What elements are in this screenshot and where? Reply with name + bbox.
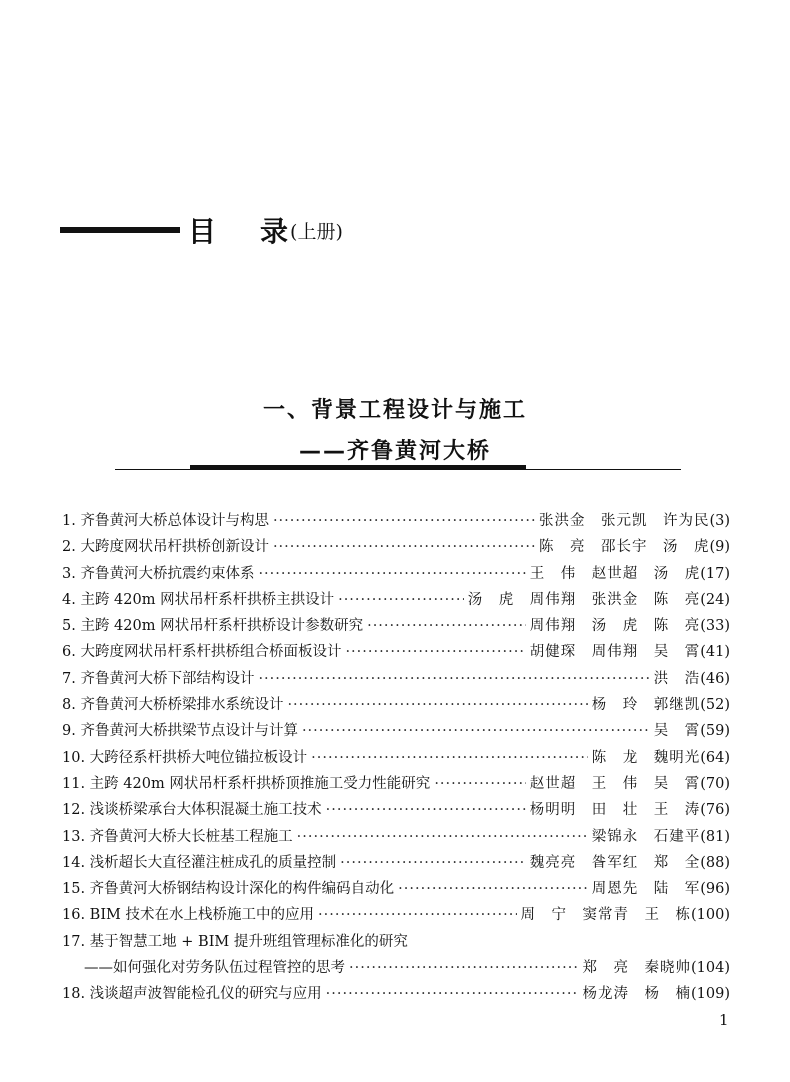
entry-authors: 陈 亮 邵长宇 汤 虎: [538, 539, 710, 556]
leader-dots: [297, 829, 588, 845]
entry-authors: 张洪金 张元凯 许为民: [538, 513, 710, 529]
toc-entry[interactable]: [62, 693, 730, 719]
entry-title: 1. 齐鲁黄河大桥总体设计与构思: [62, 513, 269, 529]
entry-title: 14. 浅析超长大直径灌注桩成孔的质量控制: [62, 854, 337, 871]
entry-title: 13. 齐鲁黄河大桥大长桩基工程施工: [62, 828, 293, 845]
entry-title: 16. BIM 技术在水上栈桥施工中的应用: [62, 907, 315, 924]
leader-dots: [258, 566, 525, 582]
entry-page: (41): [700, 644, 730, 661]
toc-entries: [62, 509, 730, 1009]
toc-volume-label: (上册): [290, 220, 343, 243]
entry-authors: 梁锦永 石建平: [591, 828, 701, 845]
toc-header: [60, 212, 343, 248]
entry-authors: 杨龙涛 杨 楠: [582, 986, 691, 1003]
leader-dots: [258, 671, 649, 687]
entry-page: (70): [700, 775, 730, 792]
entry-title: 10. 大跨径系杆拱桥大吨位锚拉板设计: [62, 749, 308, 766]
entry-title: 18. 浅谈超声波智能检孔仪的研究与应用: [62, 986, 322, 1003]
section-rule-thick: [190, 465, 526, 470]
entry-title: 4. 主跨 420m 网状吊杆系杆拱桥主拱设计: [62, 591, 335, 608]
entry-title: 2. 大跨度网状吊杆拱桥创新设计: [62, 539, 269, 556]
toc-entry[interactable]: [62, 798, 730, 824]
leader-dots: [273, 539, 535, 555]
toc-entry[interactable]: [62, 535, 730, 561]
leader-dots: [318, 907, 516, 923]
entry-title: 17. 基于智慧工地 + BIM 提升班组管理标准化的研究: [62, 933, 408, 950]
entry-authors: 王 伟 赵世超 汤 虎: [529, 565, 701, 582]
entry-page: (17): [700, 565, 730, 582]
entry-title: 9. 齐鲁黄河大桥拱梁节点设计与计算: [62, 723, 298, 740]
leader-dots: [398, 881, 588, 897]
leader-dots: [273, 513, 535, 529]
entry-authors: 周伟翔 汤 虎 陈 亮: [529, 618, 701, 635]
toc-entry[interactable]: [62, 877, 730, 903]
entry-authors: 吴 霄: [653, 723, 701, 740]
entry-title: 11. 主跨 420m 网状吊杆系杆拱桥顶推施工受力性能研究: [62, 775, 431, 792]
entry-page: (96): [700, 881, 730, 898]
entry-title: 6. 大跨度网状吊杆系杆拱桥组合桥面板设计: [62, 644, 342, 661]
entry-authors: 郑 亮 秦晓帅: [582, 960, 691, 977]
entry-title: 15. 齐鲁黄河大桥钢结构设计深化的构件编码自动化: [62, 881, 395, 898]
entry-authors: 洪 浩: [653, 670, 701, 687]
entry-title: 12. 浅谈桥梁承台大体积混凝土施工技术: [62, 802, 322, 819]
leader-dots: [367, 618, 526, 634]
leader-dots: [287, 697, 587, 713]
toc-entry-subtitle[interactable]: [62, 956, 730, 982]
leader-dots: [338, 592, 464, 608]
leader-dots: [311, 750, 588, 766]
entry-page: (109): [691, 986, 730, 1003]
entry-authors: 胡健琛 周伟翔 吴 霄: [529, 644, 701, 661]
header-rule: [60, 227, 180, 233]
entry-authors: 周 宁 窦常青 王 栋: [520, 907, 691, 924]
entry-title: 3. 齐鲁黄河大桥抗震约束体系: [62, 565, 255, 582]
leader-dots: [349, 960, 579, 976]
entry-page: (46): [700, 670, 730, 687]
entry-page: (3): [709, 513, 730, 529]
entry-title: ——如何强化对劳务队伍过程管控的思考: [84, 960, 345, 977]
entry-authors: 陈 龙 魏明光: [591, 749, 701, 766]
entry-page: (76): [700, 802, 730, 819]
entry-page: (104): [691, 960, 730, 977]
entry-title: 7. 齐鲁黄河大桥下部结构设计: [62, 670, 255, 687]
toc-entry[interactable]: [62, 851, 730, 877]
entry-page: (59): [700, 723, 730, 740]
entry-authors: 杨 玲 郭继凯: [591, 697, 701, 714]
entry-authors: 周恩先 陆 军: [591, 881, 701, 898]
toc-entry[interactable]: [62, 509, 730, 535]
toc-title-first-char: 目: [188, 215, 217, 248]
entry-authors: 杨明明 田 壮 王 涛: [529, 802, 701, 819]
leader-dots: [326, 986, 579, 1002]
section-subtitle: ——齐鲁黄河大桥: [298, 439, 491, 464]
toc-entry[interactable]: [62, 746, 730, 772]
toc-entry[interactable]: [62, 903, 730, 929]
toc-entry[interactable]: [62, 719, 730, 745]
entry-page: (100): [691, 907, 730, 924]
entry-page: (88): [700, 854, 730, 871]
toc-entry[interactable]: [62, 772, 730, 798]
toc-title-second-char: 录: [260, 215, 289, 248]
entry-authors: 魏亮亮 昝军红 郑 全: [529, 854, 701, 871]
page-number: 1: [719, 1011, 729, 1029]
entry-page: (9): [709, 539, 730, 556]
leader-dots: [434, 776, 525, 792]
leader-dots: [326, 802, 526, 818]
toc-entry[interactable]: [62, 588, 730, 614]
entry-page: (33): [700, 618, 730, 635]
entry-page: (52): [700, 697, 730, 714]
entry-title: 5. 主跨 420m 网状吊杆系杆拱桥设计参数研究: [62, 618, 364, 635]
toc-entry[interactable]: [62, 667, 730, 693]
entry-page: (81): [700, 828, 730, 845]
toc-entry[interactable]: [62, 614, 730, 640]
entry-page: (24): [700, 591, 730, 608]
leader-dots: [302, 723, 650, 739]
entry-authors: 赵世超 王 伟 吴 霄: [529, 775, 701, 792]
toc-entry[interactable]: [62, 825, 730, 851]
entry-title: 8. 齐鲁黄河大桥桥梁排水系统设计: [62, 697, 284, 714]
toc-entry[interactable]: [62, 930, 730, 956]
toc-entry[interactable]: [62, 640, 730, 666]
section-title: 一、背景工程设计与施工: [262, 398, 527, 423]
leader-dots: [345, 644, 525, 660]
leader-dots: [340, 855, 526, 871]
entry-authors: 汤 虎 周伟翔 张洪金 陈 亮: [467, 591, 701, 608]
toc-entry[interactable]: [62, 982, 730, 1008]
toc-entry[interactable]: [62, 562, 730, 588]
entry-page: (64): [700, 749, 730, 766]
